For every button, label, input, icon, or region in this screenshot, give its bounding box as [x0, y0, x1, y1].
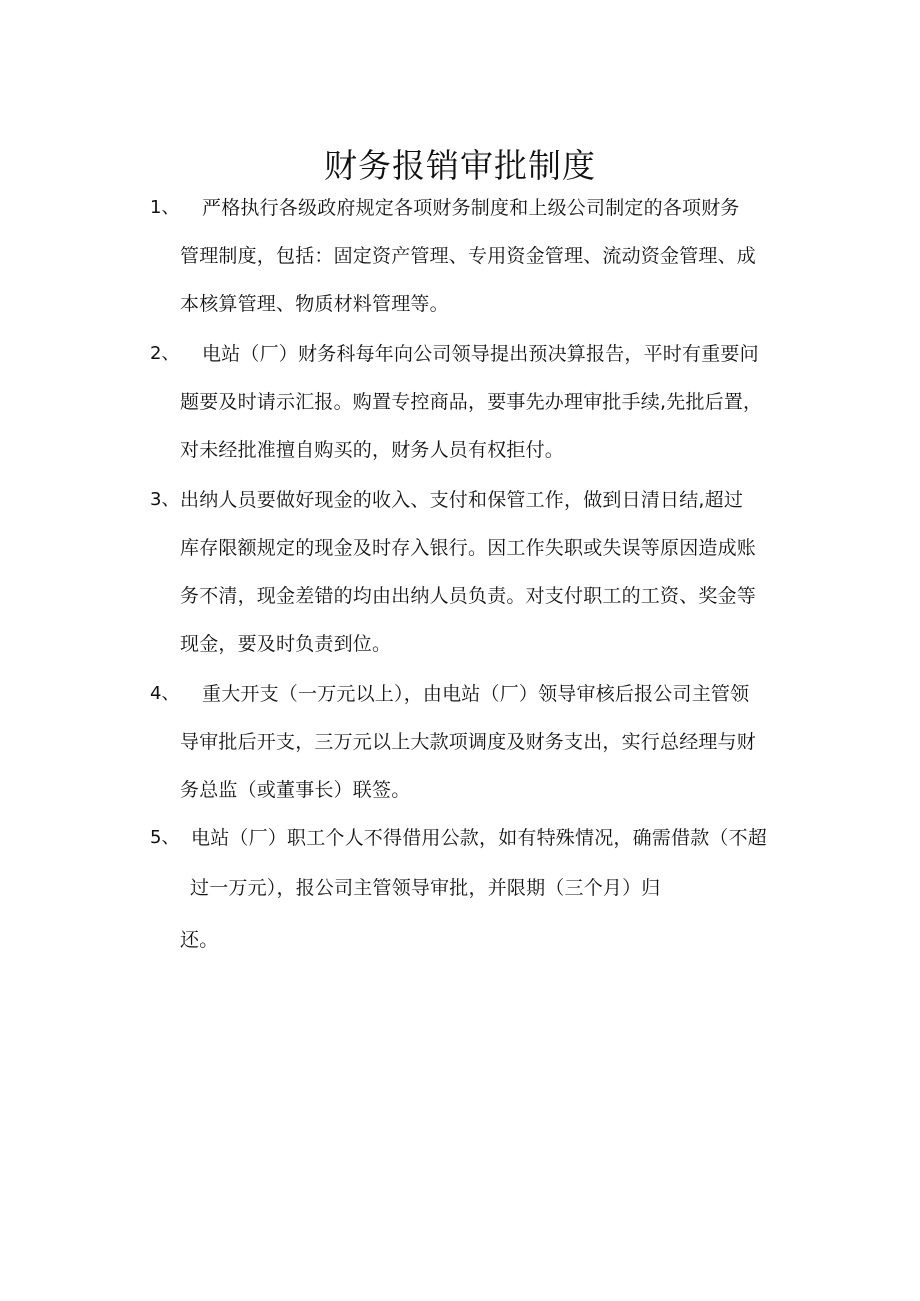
item-text-line: 还。 [180, 929, 219, 951]
item-text-line: 严格执行各级政府规定各项财务制度和上级公司制定的各项财务 [202, 197, 740, 219]
item-text-line: 导审批后开支，三万元以上大款项调度及财务支出，实行总经理与财 [180, 731, 757, 753]
item-text-line: 务总监（或董事长）联签。 [180, 779, 411, 801]
item-text-line: 库存限额规定的现金及时存入银行。因工作失职或失误等原因造成账 [180, 537, 757, 559]
item-text-line: 务不清，现金差错的均由出纳人员负责。对支付职工的工资、奖金等 [180, 585, 757, 607]
item-number: 4、 [150, 683, 180, 704]
item-text-line: 电站（厂）职工个人不得借用公款，如有特殊情况，确需借款（不超 [191, 827, 768, 849]
item-text-line: 出纳人员要做好现金的收入、支付和保管工作，做到日清日结,超过 [180, 489, 744, 511]
item-text-line: 现金，要及时负责到位。 [180, 633, 392, 655]
item-number: 3、 [150, 489, 180, 510]
item-text-line: 电站（厂）财务科每年向公司领导提出预决算报告，平时有重要问 [202, 343, 759, 365]
document-title: 财务报销审批制度 [324, 146, 596, 186]
item-text-line: 本核算管理、物质材料管理等。 [180, 293, 449, 315]
item-number: 1、 [150, 197, 180, 218]
item-text-line: 过一万元），报公司主管领导审批，并限期（三个月）归 [190, 877, 661, 899]
item-text-line: 管理制度，包括：固定资产管理、专用资金管理、流动资金管理、成 [180, 245, 757, 267]
item-text-line: 对未经批准擅自购买的，财务人员有权拒付。 [180, 439, 565, 461]
item-text-line: 重大开支（一万元以上），由电站（厂）领导审核后报公司主管领 [202, 683, 750, 705]
item-number: 2、 [150, 343, 180, 364]
item-number: 5、 [150, 827, 180, 848]
item-text-line: 题要及时请示汇报。购置专控商品，要事先办理审批手续,先批后置， [180, 391, 763, 413]
